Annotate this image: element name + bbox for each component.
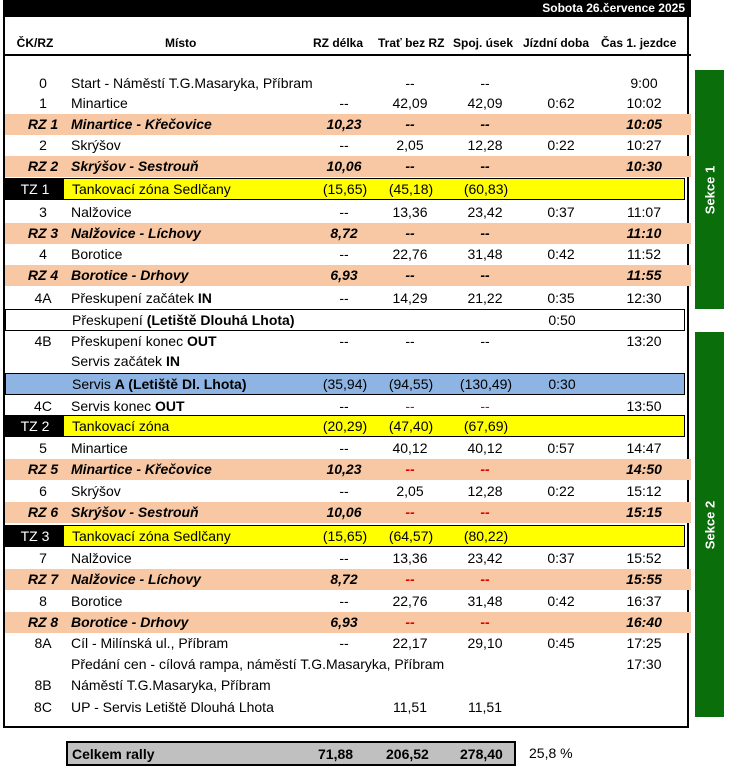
section-length: --: [480, 116, 490, 132]
header-doba: Jízdní doba: [523, 36, 589, 50]
liaison-length: --: [405, 158, 415, 174]
control-code: 4A: [34, 290, 52, 306]
stage-length: --: [339, 290, 349, 306]
header-rz-delka: RZ délka: [313, 36, 364, 50]
place-emphasis: (Letiště Dlouhá Lhota): [146, 312, 295, 328]
target-time: 0:57: [547, 440, 575, 456]
place-name: [72, 312, 295, 328]
total-rz: 71,88: [318, 746, 354, 762]
first-car-time: 11:55: [626, 267, 662, 283]
section-1-label: Sekce 1: [702, 165, 717, 214]
first-car-time: 11:52: [627, 246, 661, 262]
itinerary-row: [5, 309, 685, 331]
header-cas: Čas 1. jezdce: [601, 36, 677, 50]
first-car-time: 15:15: [626, 504, 662, 520]
itinerary-row: [5, 93, 691, 114]
refuel-zone-code: TZ 1: [6, 179, 64, 199]
liaison-length: --: [405, 333, 415, 349]
place-name: Skrýšov - Sestrouň: [71, 504, 199, 520]
section-length: (80,22): [463, 528, 509, 544]
total-percentage: 25,8 %: [529, 745, 573, 761]
place-name: [71, 333, 217, 349]
first-car-time: 10:02: [626, 95, 662, 111]
stage-length: (15,65): [322, 528, 368, 544]
section-1-band: [695, 70, 724, 309]
place-name: Minartice: [71, 440, 128, 456]
stage-row: [5, 223, 691, 244]
first-car-time: 10:27: [626, 137, 662, 153]
section-length: 23,42: [467, 204, 503, 220]
first-car-time: 17:30: [626, 656, 662, 672]
stage-length: --: [339, 333, 349, 349]
section-length: 31,48: [467, 593, 503, 609]
liaison-length: --: [405, 614, 415, 630]
section-length: (60,83): [463, 181, 509, 197]
place-name: Tankovací zóna Sedlčany: [72, 528, 231, 544]
stage-row: [5, 156, 691, 177]
place-name: Cíl - Milínská ul., Příbram: [71, 635, 229, 651]
section-length: 11,51: [468, 699, 502, 715]
stage-length: (35,94): [322, 376, 368, 392]
stage-length: --: [339, 137, 349, 153]
target-time: 0:45: [547, 635, 575, 651]
target-time: 0:62: [547, 95, 575, 111]
place-name: Start - Náměstí T.G.Masaryka, Příbram: [71, 75, 313, 91]
place-name: Skrýšov: [71, 483, 121, 499]
place-text: Servis začátek: [71, 353, 163, 369]
first-car-time: 11:10: [626, 225, 662, 241]
stage-row: [5, 459, 691, 480]
control-code: 3: [39, 204, 47, 220]
section-2-band: [695, 332, 724, 717]
liaison-length: --: [405, 571, 415, 587]
liaison-length: --: [405, 116, 415, 132]
liaison-length: 13,36: [392, 204, 428, 220]
control-code: RZ 4: [27, 267, 59, 283]
first-car-time: 12:30: [626, 290, 662, 306]
refuel-row: [5, 178, 685, 200]
itinerary-table: [3, 0, 689, 728]
itinerary-row: [5, 351, 691, 372]
stage-row: [5, 612, 691, 633]
stage-length: 10,06: [326, 158, 362, 174]
header-ck: ČK/RZ: [16, 36, 54, 50]
target-time: 0:37: [547, 550, 575, 566]
refuel-row: [5, 525, 685, 547]
liaison-length: 22,76: [392, 246, 428, 262]
itinerary-row: [5, 438, 691, 459]
first-car-time: 10:30: [626, 158, 662, 174]
place-emphasis: A (Letiště Dl. Lhota): [114, 376, 247, 392]
itinerary-row: [5, 548, 691, 569]
first-car-time: 16:37: [626, 593, 662, 609]
section-length: --: [480, 75, 490, 91]
liaison-length: --: [405, 75, 415, 91]
place-name: Minartice - Křečovice: [71, 116, 212, 132]
stage-length: 10,23: [326, 116, 362, 132]
stage-length: --: [339, 246, 349, 262]
place-name: UP - Servis Letiště Dlouhá Lhota: [71, 699, 274, 715]
place-name: Borotice - Drhovy: [71, 614, 189, 630]
liaison-length: 2,05: [396, 137, 424, 153]
stage-length: 10,23: [326, 461, 362, 477]
stage-row: [5, 265, 691, 286]
place-name: Náměstí T.G.Masaryka, Příbram: [71, 677, 271, 693]
liaison-length: (94,55): [388, 376, 434, 392]
section-length: --: [480, 158, 490, 174]
place-text: Přeskupení: [72, 312, 143, 328]
first-car-time: 13:50: [626, 398, 662, 414]
place-text: Servis: [72, 376, 111, 392]
liaison-length: --: [405, 398, 415, 414]
section-length: 12,28: [467, 483, 503, 499]
stage-length: --: [339, 95, 349, 111]
place-name: Minartice: [71, 95, 128, 111]
place-name: Skrýšov - Sestrouň: [71, 158, 199, 174]
control-code: 7: [39, 550, 47, 566]
control-code: 5: [39, 440, 47, 456]
target-time: 0:42: [547, 246, 575, 262]
itinerary-row: [5, 135, 691, 156]
liaison-length: (47,40): [388, 418, 434, 434]
place-name: Borotice: [71, 246, 123, 262]
place-name: Skrýšov: [71, 137, 121, 153]
stage-length: 6,93: [330, 267, 358, 283]
stage-length: --: [339, 204, 349, 220]
place-name: Borotice: [71, 593, 123, 609]
itinerary-row: [5, 633, 691, 654]
section-2-label: Sekce 2: [702, 500, 717, 549]
header-trat: Trať bez RZ: [378, 36, 445, 50]
section-length: 21,22: [467, 290, 503, 306]
control-code: RZ 5: [27, 461, 59, 477]
service-row: [5, 373, 685, 395]
place-name: [71, 353, 180, 369]
place-text: Přeskupení konec: [71, 333, 184, 349]
stage-length: --: [339, 550, 349, 566]
place-name: Nalžovice - Líchovy: [71, 571, 201, 587]
liaison-length: (64,57): [388, 528, 434, 544]
control-code: RZ 8: [27, 614, 59, 630]
control-code: 2: [39, 137, 47, 153]
refuel-row: [5, 415, 685, 437]
liaison-length: 42,09: [392, 95, 428, 111]
control-code: 8A: [34, 635, 52, 651]
stage-length: --: [339, 635, 349, 651]
control-code: 1: [39, 95, 47, 111]
place-name: Předání cen - cílová rampa, náměstí T.G.Masaryka, Příbram: [71, 656, 445, 672]
liaison-length: 22,76: [392, 593, 428, 609]
stage-length: 10,06: [326, 504, 362, 520]
section-length: 23,42: [467, 550, 503, 566]
place-name: Nalžovice: [71, 204, 132, 220]
stage-length: --: [339, 483, 349, 499]
control-code: RZ 1: [27, 116, 59, 132]
section-length: --: [480, 504, 490, 520]
liaison-length: 40,12: [392, 440, 428, 456]
section-length: --: [480, 461, 490, 477]
first-car-time: 14:47: [626, 440, 662, 456]
first-car-time: 10:05: [626, 116, 662, 132]
first-car-time: 13:20: [626, 333, 662, 349]
liaison-length: --: [405, 504, 415, 520]
liaison-length: 13,36: [392, 550, 428, 566]
place-name: [71, 398, 185, 414]
liaison-length: 22,17: [392, 635, 428, 651]
stage-length: --: [339, 440, 349, 456]
control-code: 4B: [34, 333, 52, 349]
itinerary-row: [5, 675, 691, 696]
target-time: 0:35: [547, 290, 575, 306]
place-name: Tankovací zóna Sedlčany: [72, 181, 231, 197]
date-title: Sobota 26.července 2025: [5, 0, 691, 17]
target-time: 0:42: [547, 593, 575, 609]
section-length: --: [480, 333, 490, 349]
place-text: Servis konec: [71, 398, 152, 414]
liaison-length: --: [405, 225, 415, 241]
control-code: 8C: [34, 699, 52, 715]
place-name: [71, 290, 212, 306]
itinerary-row: [5, 73, 691, 94]
itinerary-row: [5, 481, 691, 502]
header-spoj: Spoj. úsek: [453, 36, 514, 50]
first-car-time: 17:25: [626, 635, 662, 651]
liaison-length: (45,18): [388, 181, 434, 197]
stage-row: [5, 569, 691, 590]
control-code: 8: [39, 593, 47, 609]
control-code: RZ 3: [27, 225, 59, 241]
stage-row: [5, 114, 691, 135]
total-trat: 206,52: [386, 746, 429, 762]
header-row: [5, 32, 691, 56]
place-name: [72, 376, 247, 392]
header-misto: Místo: [165, 36, 197, 50]
itinerary-row: [5, 288, 691, 309]
control-code: RZ 2: [27, 158, 59, 174]
stage-length: (20,29): [322, 418, 368, 434]
stage-length: 8,72: [330, 571, 358, 587]
section-length: --: [480, 225, 490, 241]
target-time: 0:30: [548, 376, 576, 392]
itinerary-row: [5, 654, 691, 675]
place-text: Přeskupení začátek: [71, 290, 194, 306]
place-name: Nalžovice: [71, 550, 132, 566]
first-car-time: 15:12: [626, 483, 662, 499]
control-code: 6: [39, 483, 47, 499]
section-length: 42,09: [467, 95, 503, 111]
target-time: 0:22: [547, 137, 575, 153]
section-length: --: [480, 267, 490, 283]
target-time: 0:37: [547, 204, 575, 220]
total-label: Celkem rally: [72, 746, 155, 762]
place-emphasis: IN: [197, 290, 212, 306]
first-car-time: 9:00: [630, 75, 658, 91]
control-code: 4: [39, 246, 47, 262]
target-time: 0:22: [547, 483, 575, 499]
liaison-length: --: [405, 461, 415, 477]
stage-row: [5, 502, 691, 523]
place-emphasis: IN: [165, 353, 180, 369]
control-code: RZ 6: [27, 504, 59, 520]
refuel-zone-code: TZ 3: [6, 526, 64, 546]
stage-length: --: [339, 593, 349, 609]
stage-length: (15,65): [322, 181, 368, 197]
itinerary-row: [5, 331, 691, 352]
liaison-length: 11,51: [393, 699, 427, 715]
stage-length: 8,72: [330, 225, 358, 241]
total-row: [66, 741, 516, 766]
place-name: Borotice - Drhovy: [71, 267, 189, 283]
first-car-time: 16:40: [626, 614, 662, 630]
itinerary-row: [5, 697, 691, 718]
section-length: --: [480, 614, 490, 630]
section-length: 31,48: [467, 246, 503, 262]
control-code: 0: [39, 75, 47, 91]
first-car-time: 15:52: [626, 550, 662, 566]
liaison-length: 2,05: [396, 483, 424, 499]
section-length: 40,12: [467, 440, 503, 456]
section-length: (130,49): [459, 376, 513, 392]
place-emphasis: OUT: [186, 333, 217, 349]
stage-length: 6,93: [330, 614, 358, 630]
section-length: --: [480, 398, 490, 414]
place-name: Tankovací zóna: [72, 418, 170, 434]
target-time: 0:50: [548, 312, 576, 328]
stage-length: --: [339, 398, 349, 414]
place-name: Nalžovice - Líchovy: [71, 225, 201, 241]
place-emphasis: OUT: [155, 398, 185, 414]
section-length: (67,69): [463, 418, 509, 434]
liaison-length: --: [405, 267, 415, 283]
itinerary-row: [5, 591, 691, 612]
first-car-time: 15:55: [626, 571, 662, 587]
section-length: 12,28: [467, 137, 503, 153]
control-code: 4C: [34, 398, 52, 414]
refuel-zone-code: TZ 2: [6, 416, 64, 436]
itinerary-row: [5, 396, 691, 417]
section-length: 29,10: [467, 635, 503, 651]
first-car-time: 14:50: [626, 461, 662, 477]
place-name: Minartice - Křečovice: [71, 461, 212, 477]
itinerary-row: [5, 244, 691, 265]
first-car-time: 11:07: [627, 204, 661, 220]
liaison-length: 14,29: [392, 290, 428, 306]
control-code: RZ 7: [27, 571, 59, 587]
total-spoj: 278,40: [460, 746, 503, 762]
control-code: 8B: [34, 677, 52, 693]
section-length: --: [480, 571, 490, 587]
itinerary-row: [5, 202, 691, 223]
